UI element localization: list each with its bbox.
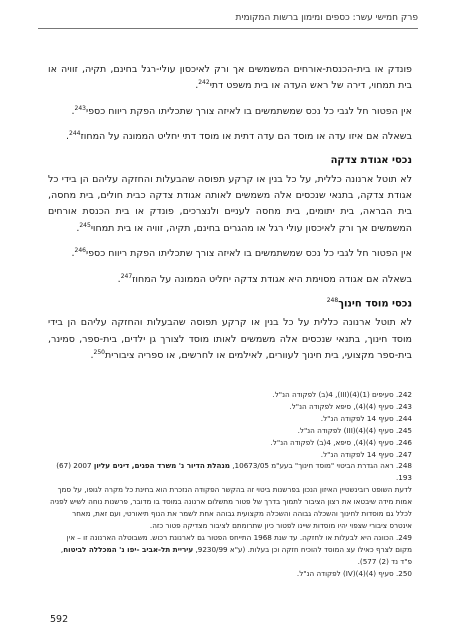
section-heading-education: נכסי מוסד חינוך$^{248}$ xyxy=(326,297,412,310)
footnote-ref[interactable]: 250 xyxy=(93,349,105,357)
section-heading-charity: נכסי אגודת צדקה xyxy=(330,154,412,166)
footnote-ref[interactable]: 242 xyxy=(198,79,210,87)
paragraph: אין הפטור חל לגבי כל נכס שמשתמשים בו לאיזה צורך שתכליתו הפקת ריווח כספי$^{243}$. xyxy=(71,104,412,117)
footnote-ref[interactable]: 244 xyxy=(69,130,81,138)
footnote: 248. ראה הגדרת הביטוי "מוסד חינוך" בעע"מ 10673/05, מנהלת הדיור נ' משרד הפנים, דינים עליון 2007 (67) 193. xyxy=(56,461,412,483)
footnote: 246. סעיף (4)(4), סיפא, 4(ב) לפקודה הנ"ל. xyxy=(270,437,412,447)
footnote-ref[interactable]: 243 xyxy=(74,104,86,112)
footnote: 245. סעיף (4)(4)(III) לפקודה הנ"ל. xyxy=(297,425,412,435)
footnotes xyxy=(48,389,412,580)
paragraph: לא תוטל ארנונה כללית, על כל בנין או קרקע תפוסה שהבעלות והחזקה עליהם הן בידי כל אגודת צדקה, בתנאי שנכסים אלה משמשים לאותה אגודת צדקה כבית חולים, בית מחסה, בית הבראה, בית יתומים, בית מחסה לעניים ולנצרכים, פונדק או בית הכנסת אורחים המשמשים אך ורק לאיכסון עולי רגל או מהגרים בחינם, תקיה, זוויה או בית תמחוי$^{245}$. xyxy=(48,173,412,234)
paragraph: פונדק או בית-הכנסת-אורחים המשמשים אך ורק לאיכסון עולי-רגל בחינם, תקיה, זוויה או בית תמחוי, דירה של ראש העדה או בית משפט דתי$^{242}$. xyxy=(48,64,412,92)
footnote: 249. הכוונה היא לבעלות או לחזקה. עד שנת 1968 התייחס הפטור גם לארנונת רכוש. משבוטלה הארנונה זו – אין מקום לצרף כאילו עצ המוסד להוכיח חזקה וכן בעלות. (ע"א 9230/99, עיריית תל-אביב -יפו נ' המכללה לביטוח, פ"ד נד (2) 577). xyxy=(60,532,412,566)
footnote: 247. סעיף 14 לפקודה הנ"ל. xyxy=(320,449,412,459)
paragraph: לא תוטל ארנונה כללית על כל בנין או קרקע תפוסה שהבעלות והחזקה עליהם הן בידי מוסד חינוך, בתנאי שנכסים אלה משמשים לאותו מוסד לצורך גן ילדים, בית-ספר, סמינר, בית-ספר מקצועי, בית חינוך לעוורים, לאילמים או לחרשים, או ספריה ציבורית$^{250}$. xyxy=(48,317,412,362)
paragraph: אין הפטור חל לגבי כל נכס שמשתמשים בו לאיזה צורך שתכליתו הפקת ריווח כספי$^{246}$. xyxy=(71,247,412,260)
page-number: 592 xyxy=(50,614,69,625)
footnote: 244. סעיף 14 לפקודה הנ"ל. xyxy=(320,413,412,423)
paragraph: בשאלה אם איזו עדה או מוסד הם עדה דתית או מוסד דתי יחליט הממונה על המחוז$^{244}$. xyxy=(66,130,412,143)
footnote-continuation: לדעת השופט רובינשטיין האיזון הנכון בפרשנות ביטוי זה בהקשר הפקודה הנזכרת הוא בחינת כל מקרה לגופו, על סמך אמות מידה שיבטאו את רצון הציבור לתמוך בדרך של פטור מתשלום ארנונה במוסד בו מדובר, פרשנות נוחה לשיש לפניה לכלל גם מוסדות לחינוך והשכלה גבוהה והשכלה מקצועית גבוהה אחת לשמר את הנוף תיאורטי, ועם זאת, מאחר אינטרס ציבורי שצפוי יהיו מוסדות שיינו לפטור כיון שתרומתם לציבור מצדיקה פטור כזה. xyxy=(49,485,412,530)
paragraph: בשאלה אם אגודה מסוימת היא אגודת צדקה יחליט הממונה על המחוז$^{247}$. xyxy=(117,272,412,285)
main-text xyxy=(48,62,412,374)
footnote-ref[interactable]: 248 xyxy=(326,297,339,305)
footnote: 243. סעיף (4)(4), סיפא לפקודה הנ"ל. xyxy=(289,401,412,411)
footnote-ref[interactable]: 245 xyxy=(79,221,91,229)
footnote: 242. סעיפים (1)(4)(III), 4(ב) לפקודה הנ"ל. xyxy=(272,390,412,399)
footnote-ref[interactable]: 246 xyxy=(74,247,86,255)
footnote: 250. סעיף (4)(4)(IV) לפקודה הנ"ל. xyxy=(296,568,412,578)
running-header: פרק חמישי עשר: כספים ומימון ברשות המקומית xyxy=(38,13,418,29)
footnote-ref[interactable]: 247 xyxy=(120,272,133,280)
